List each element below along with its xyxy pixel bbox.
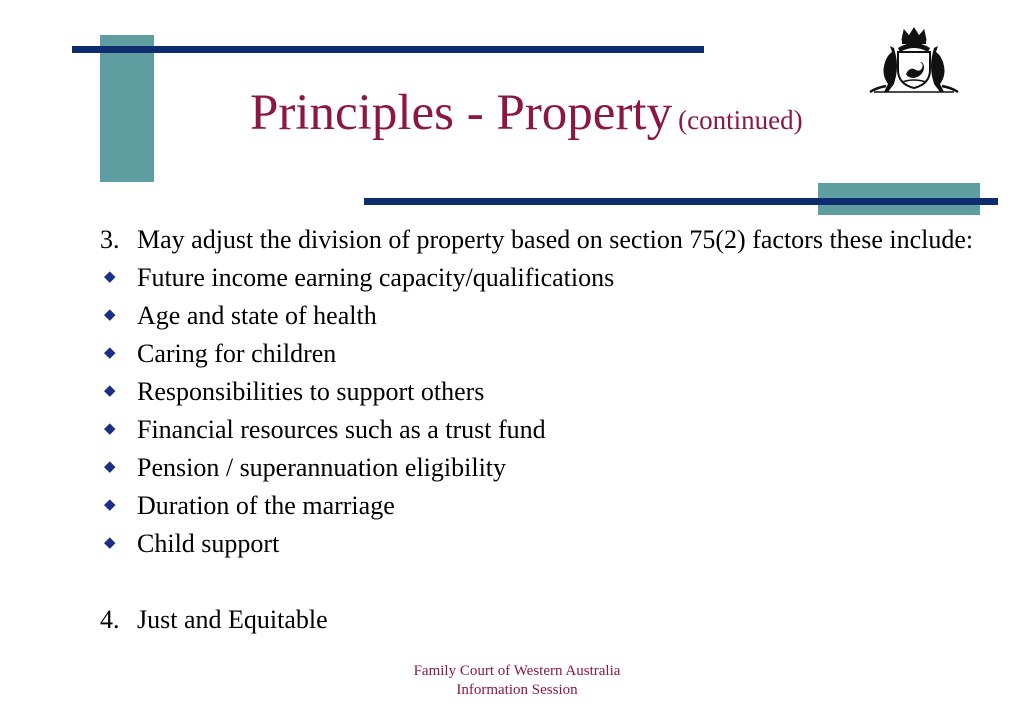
bullet-item bbox=[100, 490, 1000, 521]
slide-content bbox=[100, 224, 1000, 642]
bullet-item bbox=[100, 338, 1000, 369]
item-text: Just and Equitable bbox=[137, 605, 328, 634]
navy-bottom-line bbox=[364, 198, 998, 205]
coat-of-arms-icon bbox=[864, 26, 964, 94]
bullet-item bbox=[100, 452, 1000, 483]
bullet-item bbox=[100, 528, 1000, 559]
bullet-item bbox=[100, 262, 1000, 293]
item-text: May adjust the division of property based on section 75(2) factors these include: bbox=[137, 225, 974, 254]
footer-session: Information Session bbox=[456, 682, 578, 698]
bullet-text: Financial resources such as a trust fund bbox=[137, 415, 546, 444]
item-number: 4. bbox=[100, 605, 120, 634]
bullet-item bbox=[100, 376, 1000, 407]
diamond-bullet-icon: ◆ bbox=[104, 307, 116, 323]
diamond-bullet-icon: ◆ bbox=[104, 459, 116, 475]
footer-organization: Family Court of Western Australia bbox=[413, 663, 621, 679]
diamond-bullet-icon: ◆ bbox=[104, 269, 116, 285]
bullet-text: Pension / superannuation eligibility bbox=[137, 453, 507, 482]
bullet-item bbox=[100, 414, 1000, 445]
bullet-text: Child support bbox=[137, 529, 280, 558]
diamond-bullet-icon: ◆ bbox=[104, 497, 116, 513]
bullet-text: Caring for children bbox=[137, 339, 337, 368]
numbered-item-4 bbox=[100, 604, 1000, 635]
item-number: 3. bbox=[100, 225, 120, 254]
title-suffix: (continued) bbox=[678, 105, 803, 135]
numbered-item-3 bbox=[100, 224, 1000, 255]
diamond-bullet-icon: ◆ bbox=[104, 421, 116, 437]
teal-vertical-bar bbox=[100, 35, 154, 182]
page-title bbox=[250, 85, 803, 141]
bullet-text: Responsibilities to support others bbox=[137, 377, 485, 406]
diamond-bullet-icon: ◆ bbox=[104, 383, 116, 399]
bullet-item bbox=[100, 300, 1000, 331]
navy-top-line bbox=[72, 46, 704, 53]
title-main: Principles - Property bbox=[250, 85, 673, 141]
bullet-text: Duration of the marriage bbox=[137, 491, 395, 520]
diamond-bullet-icon: ◆ bbox=[104, 345, 116, 361]
spacer bbox=[100, 566, 1000, 597]
bullet-text: Age and state of health bbox=[137, 301, 377, 330]
diamond-bullet-icon: ◆ bbox=[104, 535, 116, 551]
bullet-text: Future income earning capacity/qualifications bbox=[137, 263, 615, 292]
footer bbox=[317, 662, 717, 700]
